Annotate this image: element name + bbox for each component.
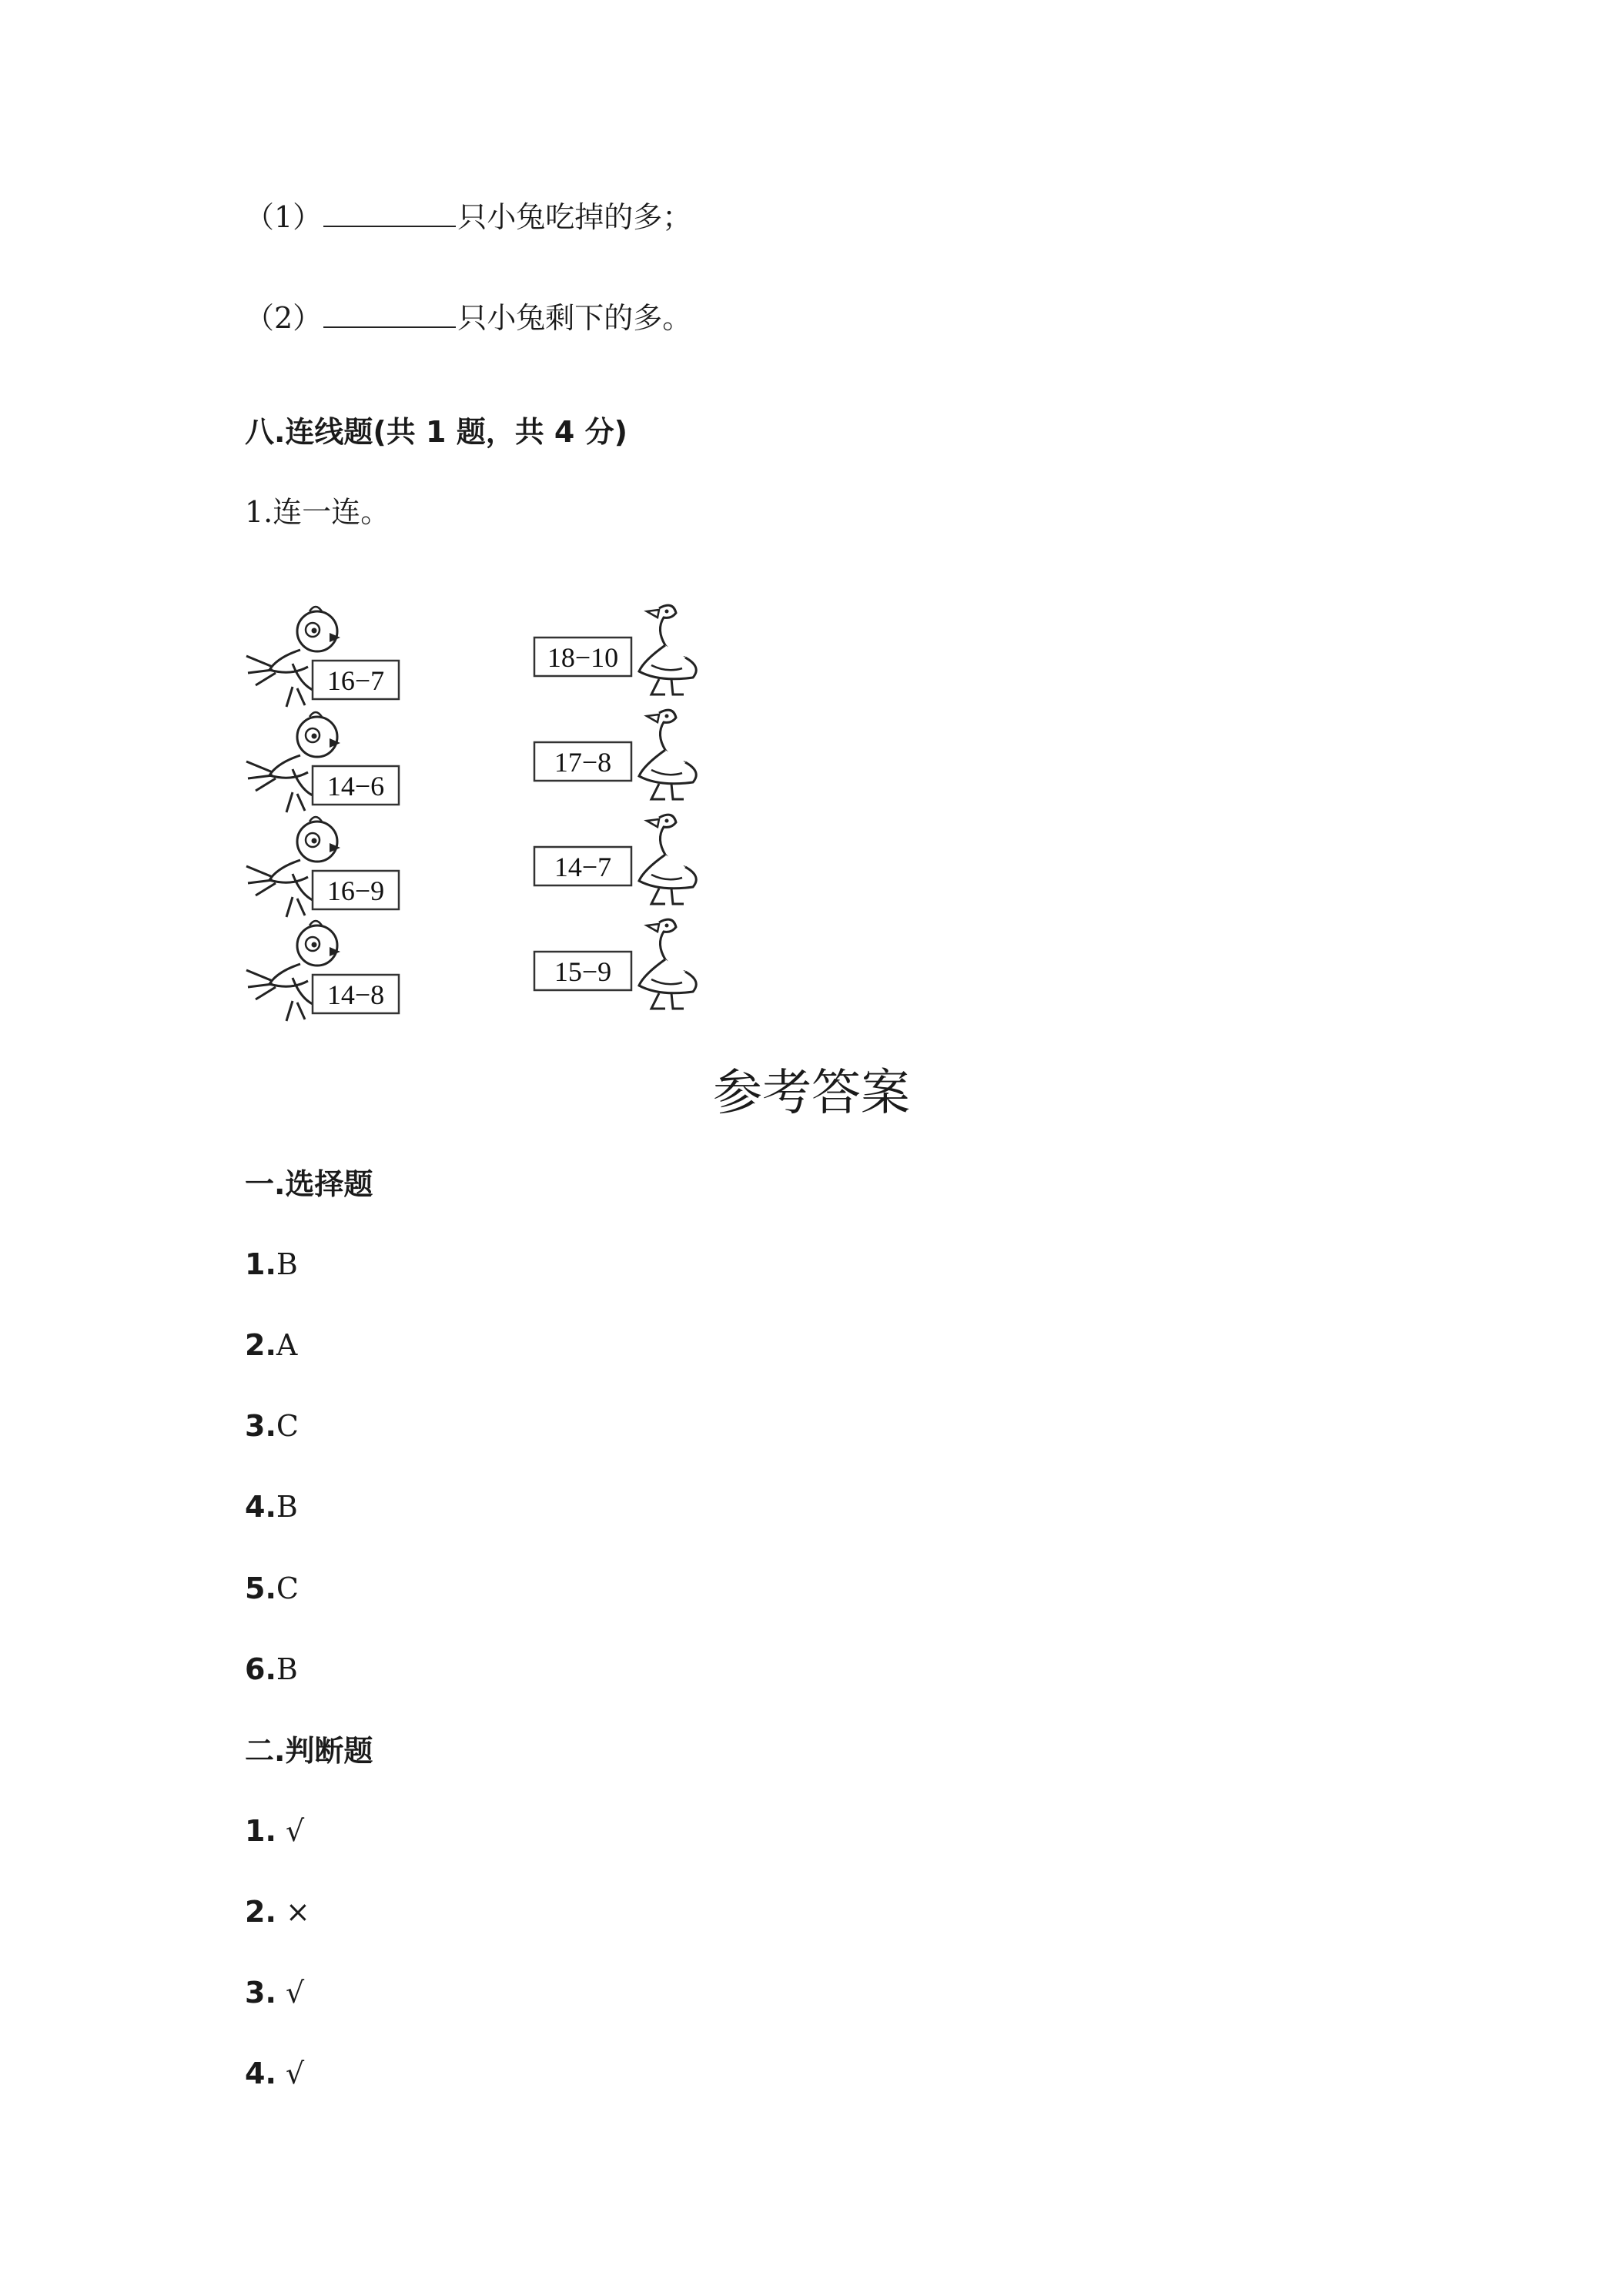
answer-item bbox=[245, 1246, 298, 1283]
item-text: 只小兔剩下的多。 bbox=[457, 301, 692, 335]
item-number: （2） bbox=[245, 301, 323, 335]
answer-number: 4. bbox=[245, 1490, 276, 1524]
answer-item bbox=[245, 1893, 310, 1930]
answer-item bbox=[245, 1327, 297, 1364]
answer-value: B bbox=[276, 1247, 298, 1281]
item-text: 只小兔吃掉的多； bbox=[457, 200, 692, 234]
item-number: （1） bbox=[245, 200, 323, 234]
answer-value: A bbox=[276, 1328, 298, 1362]
card-expression: 14−7 bbox=[554, 852, 612, 882]
right-card-1[interactable] bbox=[534, 605, 696, 694]
answer-value: √ bbox=[276, 1814, 305, 1848]
card-expression: 15−9 bbox=[554, 956, 612, 987]
answer-number: 6. bbox=[245, 1652, 276, 1686]
left-card-2[interactable] bbox=[246, 712, 399, 812]
left-card-1[interactable] bbox=[246, 607, 399, 707]
answer-value: √ bbox=[276, 2057, 305, 2090]
answer-value: C bbox=[276, 1571, 299, 1605]
section-heading: 八.连线题(共 1 题，共 4 分) bbox=[245, 415, 627, 449]
answer-value: × bbox=[276, 1895, 310, 1929]
matching-figure bbox=[0, 0, 1623, 1032]
answer-item bbox=[245, 1407, 299, 1444]
answer-item bbox=[245, 1570, 299, 1607]
answer-item bbox=[245, 1974, 304, 2011]
answer-number: 5. bbox=[245, 1571, 276, 1605]
left-card-3[interactable] bbox=[246, 817, 399, 917]
answer-number: 3. bbox=[245, 1976, 276, 2010]
answer-item bbox=[245, 2055, 304, 2092]
answer-item bbox=[245, 1651, 298, 1688]
left-card-4[interactable] bbox=[246, 921, 399, 1021]
answer-value: C bbox=[276, 1409, 299, 1443]
right-card-4[interactable] bbox=[534, 919, 696, 1009]
answer-number: 3. bbox=[245, 1409, 276, 1443]
card-expression: 14−6 bbox=[326, 771, 385, 802]
answer-key-title: 参考答案 bbox=[713, 1065, 910, 1122]
answer-number: 4. bbox=[245, 2057, 276, 2090]
right-card-3[interactable] bbox=[534, 815, 696, 904]
card-expression: 14−8 bbox=[326, 979, 385, 1010]
answer-item bbox=[245, 1488, 298, 1525]
answer-item bbox=[245, 1812, 304, 1849]
answer-number: 2. bbox=[245, 1895, 276, 1929]
card-expression: 18−10 bbox=[547, 642, 619, 673]
question-text: 1.连一连。 bbox=[245, 495, 390, 529]
answer-number: 1. bbox=[245, 1814, 276, 1848]
answer-value: B bbox=[276, 1652, 298, 1686]
answer-section-heading: 二.判断题 bbox=[245, 1734, 373, 1768]
card-expression: 17−8 bbox=[554, 747, 612, 778]
card-expression: 16−9 bbox=[326, 875, 385, 906]
answer-number: 2. bbox=[245, 1328, 276, 1362]
card-expression: 16−7 bbox=[326, 665, 385, 696]
right-card-2[interactable] bbox=[534, 710, 696, 799]
answer-value: √ bbox=[276, 1976, 305, 2010]
answer-number: 1. bbox=[245, 1247, 276, 1281]
answer-section-heading: 一.选择题 bbox=[245, 1167, 373, 1201]
answer-value: B bbox=[276, 1490, 298, 1524]
